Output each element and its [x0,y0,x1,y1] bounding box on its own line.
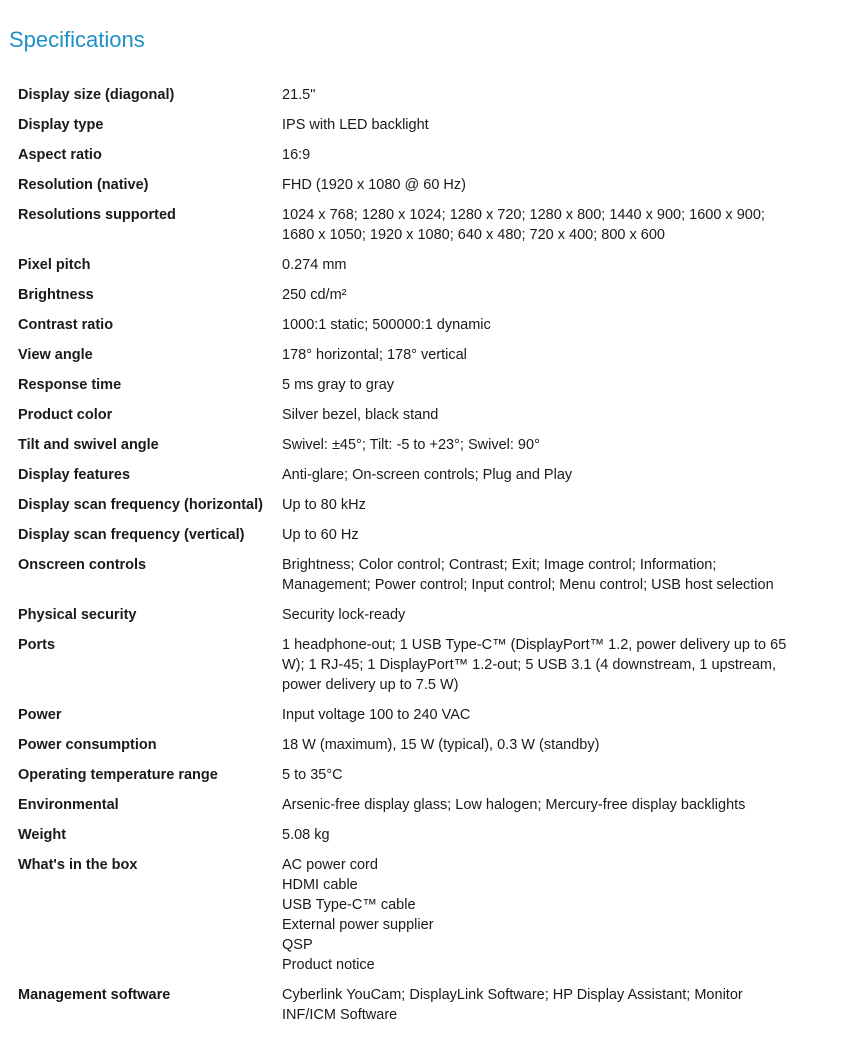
spec-row [18,855,818,985]
spec-label: Environmental [18,797,119,813]
spec-label: Physical security [18,607,137,623]
spec-value-line: QSP [282,937,313,953]
spec-label: Onscreen controls [18,557,147,573]
spec-row [18,435,818,465]
spec-row [18,145,818,175]
spec-label: Display features [18,467,131,483]
spec-label: Display size (diagonal) [18,87,175,103]
spec-value-line: Security lock-ready [282,607,406,623]
spec-value [282,605,797,625]
spec-label: Weight [18,827,67,843]
spec-value [282,205,797,245]
spec-value [282,375,797,395]
spec-value [282,405,797,425]
spec-value-line: Silver bezel, black stand [282,407,439,423]
spec-row [18,85,818,115]
spec-row [18,465,818,495]
spec-value [282,465,797,485]
spec-value-line: 250 cd/m² [282,287,347,303]
page-title: Specifications [9,27,145,52]
spec-label: Operating temperature range [18,767,218,783]
spec-value-line: IPS with LED backlight [282,117,429,133]
spec-row [18,795,818,825]
spec-value-line: Arsenic-free display glass; Low halogen; Mercury-free display backlights [282,797,746,813]
spec-value-line: HDMI cable [282,877,358,893]
spec-value [282,525,797,545]
spec-value-line: 1680 x 1050; 1920 x 1080; 640 x 480; 720 x 400; 800 x 600 [282,227,665,243]
spec-value-line: Product notice [282,957,375,973]
spec-label: Response time [18,377,122,393]
spec-value [282,795,797,815]
spec-value-line: FHD (1920 x 1080 @ 60 Hz) [282,177,466,193]
spec-row [18,495,818,525]
spec-value-line: INF/ICM Software [282,1007,398,1023]
spec-row [18,635,818,705]
spec-label: View angle [18,347,93,363]
spec-value-line: 5 to 35°C [282,767,343,783]
spec-value [282,985,797,1025]
spec-value-line: 0.274 mm [282,257,347,273]
spec-value-line: Cyberlink YouCam; DisplayLink Software; HP Display Assistant; Monitor [282,987,743,1003]
spec-label: Pixel pitch [18,257,91,273]
spec-label: Display scan frequency (vertical) [18,527,245,543]
spec-value-line: Brightness; Color control; Contrast; Exit; Image control; Information; [282,557,717,573]
spec-value [282,345,797,365]
spec-value-line: Input voltage 100 to 240 VAC [282,707,471,723]
spec-value [282,635,797,695]
spec-row [18,765,818,795]
spec-value [282,855,797,975]
spec-label: Aspect ratio [18,147,102,163]
spec-value-line: 178° horizontal; 178° vertical [282,347,467,363]
spec-row [18,175,818,205]
spec-value [282,255,797,275]
spec-value-line: 18 W (maximum), 15 W (typical), 0.3 W (standby) [282,737,600,753]
spec-row [18,115,818,145]
spec-value [282,825,797,845]
spec-label: Management software [18,987,171,1003]
spec-row [18,825,818,855]
spec-label: Display type [18,117,104,133]
spec-value-line: Management; Power control; Input control; Menu control; USB host selection [282,577,774,593]
spec-value [282,315,797,335]
spec-value-line: USB Type-C™ cable [282,897,416,913]
spec-value-line: 16:9 [282,147,311,163]
spec-value [282,115,797,135]
spec-row [18,345,818,375]
spec-row [18,555,818,605]
spec-value-line: Up to 60 Hz [282,527,359,543]
spec-row [18,285,818,315]
spec-row [18,255,818,285]
spec-value-line: 5 ms gray to gray [282,377,395,393]
spec-row [18,735,818,765]
spec-value [282,495,797,515]
spec-value-line: power delivery up to 7.5 W) [282,677,459,693]
spec-label: Power [18,707,62,723]
spec-value-line: W); 1 RJ-45; 1 DisplayPort™ 1.2-out; 5 USB 3.1 (4 downstream, 1 upstream, [282,657,776,673]
spec-row [18,375,818,405]
spec-label: Power consumption [18,737,157,753]
spec-value [282,765,797,785]
spec-value-line: AC power cord [282,857,378,873]
spec-label: Contrast ratio [18,317,114,333]
spec-value-line: External power supplier [282,917,434,933]
spec-value [282,85,797,105]
spec-value-line: 1024 x 768; 1280 x 1024; 1280 x 720; 1280 x 800; 1440 x 900; 1600 x 900; [282,207,765,223]
spec-value [282,145,797,165]
spec-row [18,985,818,1035]
spec-label: What's in the box [18,857,138,873]
spec-value-line: 5.08 kg [282,827,330,843]
spec-value [282,735,797,755]
spec-value-line: 1000:1 static; 500000:1 dynamic [282,317,491,333]
spec-value [282,285,797,305]
spec-row [18,525,818,555]
spec-value [282,175,797,195]
spec-value [282,555,797,595]
spec-label: Resolutions supported [18,207,176,223]
spec-value-line: Anti-glare; On-screen controls; Plug and Play [282,467,573,483]
spec-row [18,205,818,255]
spec-label: Brightness [18,287,94,303]
spec-value-line: Swivel: ±45°; Tilt: -5 to +23°; Swivel: 90° [282,437,540,453]
spec-value-line: 1 headphone-out; 1 USB Type-C™ (DisplayPort™ 1.2, power delivery up to 65 [282,637,787,653]
spec-label: Ports [18,637,56,653]
spec-label: Product color [18,407,113,423]
spec-label: Tilt and swivel angle [18,437,159,453]
spec-label: Resolution (native) [18,177,149,193]
spec-row [18,315,818,345]
spec-value-line: 21.5" [282,87,316,103]
spec-row [18,605,818,635]
spec-row [18,405,818,435]
spec-label: Display scan frequency (horizontal) [18,497,263,513]
spec-value [282,705,797,725]
spec-row [18,705,818,735]
spec-value [282,435,797,455]
spec-value-line: Up to 80 kHz [282,497,366,513]
spec-table [18,85,818,1035]
